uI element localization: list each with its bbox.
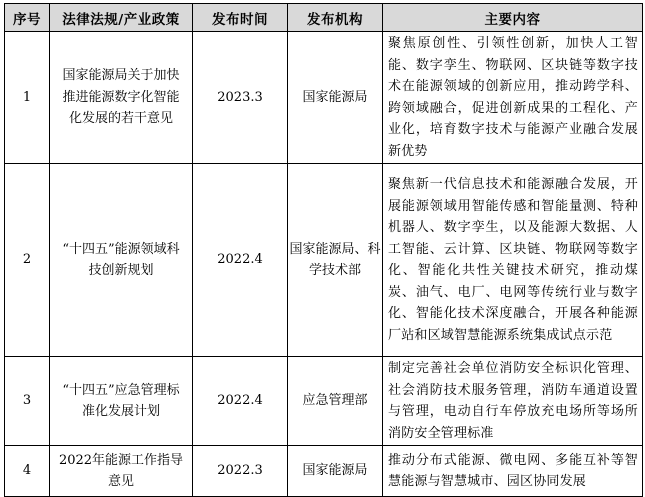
header-index: 序号 bbox=[5, 4, 50, 32]
table-row bbox=[5, 446, 643, 497]
row-date: 2023.3 bbox=[193, 32, 288, 164]
row-content: 制定完善社会单位消防安全标识化管理、社会消防技术服务管理，消防车通道设置与管理，电动自行车停放充电场所等场所消防安全管理标准 bbox=[383, 357, 643, 446]
policy-table bbox=[4, 3, 643, 497]
row-agency: 国家能源局 bbox=[288, 446, 383, 497]
table-row bbox=[5, 357, 643, 446]
row-date: 2022.3 bbox=[193, 446, 288, 497]
row-policy: “十四五”能源领域科技创新规划 bbox=[50, 164, 193, 357]
row-content: 聚焦新一代信息技术和能源融合发展，开展能源领域用智能传感和智能量测、特种机器人、数字孪生，以及能源大数据、人工智能、云计算、区块链、物联网等数字化、智能化共性关键技术研究，推动煤炭、油气、电厂、电网等传统行业与数字化、智能化技术深度融合，开展各种能源厂站和区域智慧能源系统集成试点示范 bbox=[383, 164, 643, 357]
row-policy: 2022年能源工作指导意见 bbox=[50, 446, 193, 497]
row-agency: 国家能源局 bbox=[288, 32, 383, 164]
row-content: 聚焦原创性、引领性创新，加快人工智能、数字孪生、物联网、区块链等数字技术在能源领域的创新应用，推动跨学科、跨领域融合，促进创新成果的工程化、产业化，培育数字技术与能源产业融合发展新优势 bbox=[383, 32, 643, 164]
header-content: 主要内容 bbox=[383, 4, 643, 32]
row-date: 2022.4 bbox=[193, 357, 288, 446]
table-row bbox=[5, 164, 643, 357]
row-index: 3 bbox=[5, 357, 50, 446]
header-date: 发布时间 bbox=[193, 4, 288, 32]
policy-table-container bbox=[4, 3, 642, 497]
row-policy: “十四五”应急管理标准化发展计划 bbox=[50, 357, 193, 446]
row-agency: 应急管理部 bbox=[288, 357, 383, 446]
row-policy: 国家能源局关于加快推进能源数字化智能化发展的若干意见 bbox=[50, 32, 193, 164]
row-date: 2022.4 bbox=[193, 164, 288, 357]
table-row bbox=[5, 32, 643, 164]
row-content: 推动分布式能源、微电网、多能互补等智慧能源与智慧城市、园区协同发展 bbox=[383, 446, 643, 497]
row-index: 4 bbox=[5, 446, 50, 497]
row-index: 1 bbox=[5, 32, 50, 164]
row-index: 2 bbox=[5, 164, 50, 357]
table-header-row bbox=[5, 4, 643, 32]
header-policy: 法律法规/产业政策 bbox=[50, 4, 193, 32]
header-agency: 发布机构 bbox=[288, 4, 383, 32]
row-agency: 国家能源局、科学技术部 bbox=[288, 164, 383, 357]
